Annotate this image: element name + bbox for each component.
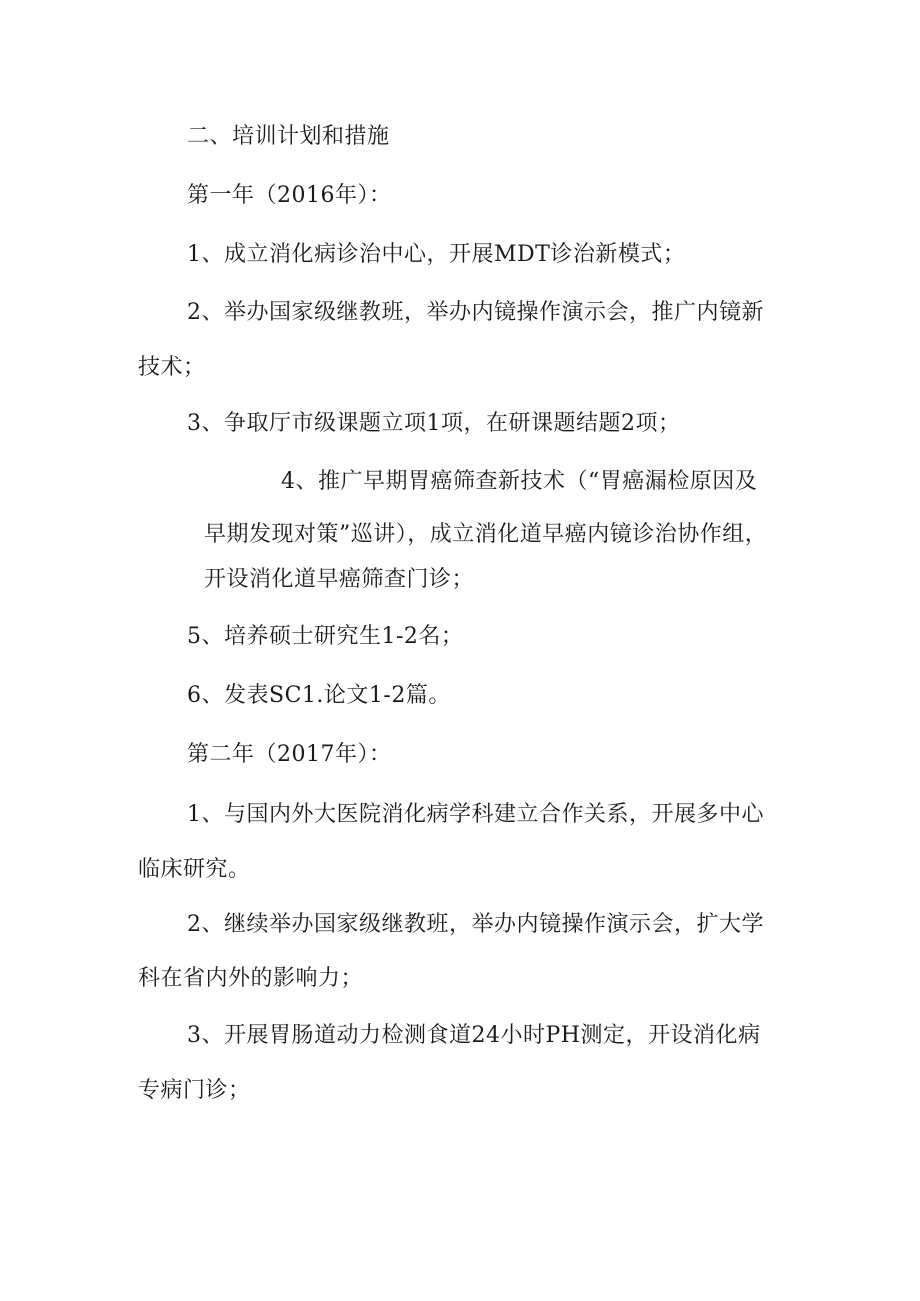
section-heading: 二、培训计划和措施 <box>187 124 390 149</box>
paragraph-line: 2、继续举办国家级继教班，举办内镜操作演示会，扩大学 <box>187 912 764 937</box>
year-heading-2016: 第一年（2016年）： <box>187 183 392 208</box>
paragraph-line: 技术； <box>138 355 206 380</box>
paragraph-line: 4、推广早期胃癌筛查新技术（“胃癌漏检原因及 <box>281 469 758 494</box>
paragraph-line: 科在省内外的影响力； <box>138 966 364 991</box>
paragraph-line: 早期发现对策”巡讲），成立消化道早癌内镜诊治协作组， <box>204 522 768 547</box>
paragraph-line: 开设消化道早癌筛查门诊； <box>204 567 475 592</box>
paragraph-line: 5、培养硕士研究生1-2名； <box>187 624 464 649</box>
paragraph-line: 临床研究。 <box>138 857 251 882</box>
year-heading-2017: 第二年（2017年）： <box>187 742 392 767</box>
paragraph-line: 1、与国内外大医院消化病学科建立合作关系，开展多中心 <box>187 802 764 827</box>
paragraph-line: 3、开展胃肠道动力检测食道24小时PH测定，开设消化病 <box>187 1023 761 1048</box>
paragraph-line: 6、发表SC1.论文1-2篇。 <box>187 683 451 708</box>
paragraph-line: 1、成立消化病诊治中心，开展MDT诊治新模式； <box>187 242 686 267</box>
paragraph-line: 专病门诊； <box>138 1078 251 1103</box>
paragraph-line: 3、争取厅市级课题立项1项，在研课题结题2项； <box>187 411 681 436</box>
paragraph-line: 2、举办国家级继教班，举办内镜操作演示会，推广内镜新 <box>187 300 764 325</box>
